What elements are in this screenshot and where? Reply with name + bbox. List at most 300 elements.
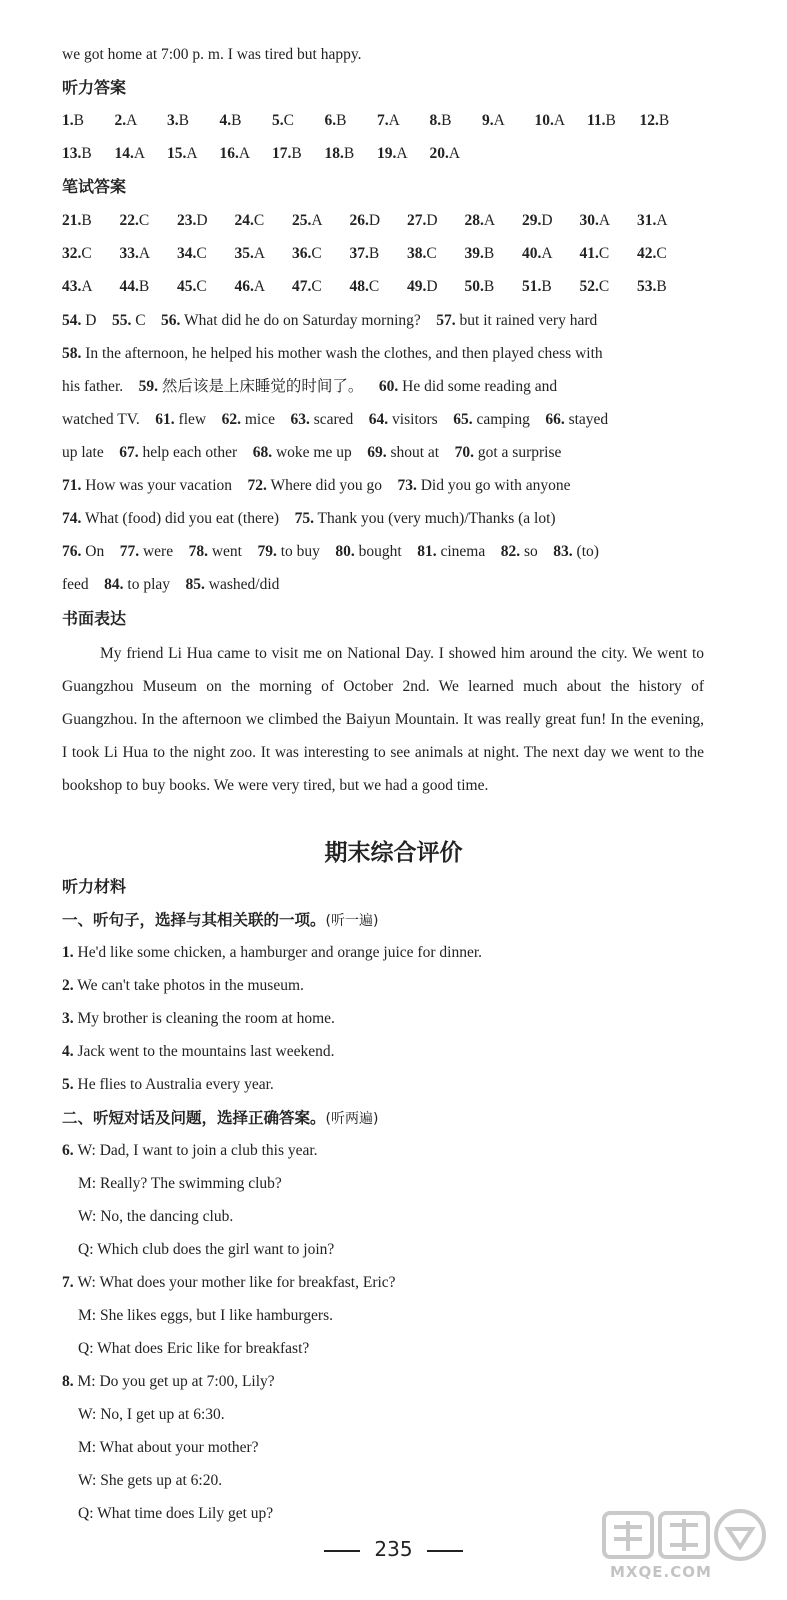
answer-number: 76. [62, 543, 82, 560]
item-number: 6. [62, 1142, 78, 1159]
answer-item [430, 110, 452, 132]
written-answer-line [62, 310, 712, 332]
answer-number: 1. [62, 112, 74, 129]
answer-number: 27. [407, 212, 427, 229]
answer-number: 85. [185, 576, 205, 593]
answer-number: 57. [436, 312, 456, 329]
answer-item [62, 243, 92, 265]
written-answer-line [62, 343, 712, 365]
sentence-item [62, 1041, 712, 1063]
answer-item [535, 110, 566, 132]
item-text: My brother is cleaning the room at home. [73, 1010, 335, 1027]
answer-number: 3. [167, 112, 179, 129]
answer-item [272, 143, 302, 165]
answer-item [120, 276, 150, 298]
answer-letter: B [656, 278, 667, 295]
answer-letter: B [231, 112, 242, 129]
answer-item [62, 110, 84, 132]
answer-item [177, 210, 208, 232]
answer-number: 78. [188, 543, 208, 560]
answer-item [377, 143, 408, 165]
item-text: He'd like some chicken, a hamburger and orange juice for dinner. [73, 944, 482, 961]
answer-number: 17. [272, 145, 292, 162]
answer-letter: A [126, 112, 138, 129]
answer-text: visitors [388, 411, 454, 428]
answer-letter: A [238, 145, 251, 162]
item-text: He flies to Australia every year. [73, 1076, 274, 1093]
answer-item [580, 276, 610, 298]
answer-letter: C [311, 278, 322, 295]
answer-letter: A [448, 145, 461, 162]
item-text: We can't take photos in the museum. [73, 977, 304, 994]
answer-item [377, 110, 400, 132]
answer-letter: B [336, 112, 347, 129]
answer-item [637, 276, 667, 298]
answer-letter: C [598, 245, 610, 262]
answer-number: 62. [221, 411, 241, 428]
answer-item [640, 110, 670, 132]
answer-text: bought [354, 543, 418, 560]
answer-text: up late [62, 444, 120, 461]
answer-number: 81. [417, 543, 437, 560]
part-one-note: (听一遍) [325, 913, 379, 929]
answer-text: washed/did [204, 576, 280, 593]
answer-number: 35. [234, 245, 254, 262]
answer-item [522, 243, 553, 265]
model-essay [62, 637, 704, 802]
answer-text: In the afternoon, he helped his mother wash the clothes, and then played chess with [81, 345, 603, 362]
answer-letter: B [658, 112, 670, 129]
answer-letter: D [541, 212, 553, 229]
answer-item [587, 110, 616, 132]
answer-number: 55. [111, 312, 132, 329]
answer-letter: D [426, 278, 438, 295]
answer-item [235, 210, 265, 232]
answer-item [350, 243, 380, 265]
answer-text: On [81, 543, 120, 560]
answer-number: 43. [62, 278, 82, 295]
item-number: 3. [62, 1010, 74, 1027]
answer-text: He did some reading and [398, 378, 558, 395]
answer-letter: A [138, 245, 151, 262]
answer-number: 75. [294, 510, 314, 527]
answer-text: (to) [572, 543, 599, 560]
answer-text: mice [240, 411, 291, 428]
dialogue-text: W: What does your mother like for breakfast, Eric? [77, 1274, 396, 1291]
answer-number: 13. [62, 145, 82, 162]
answer-letter: A [553, 112, 566, 129]
answer-letter: C [196, 278, 207, 295]
answer-item [430, 143, 461, 165]
part-one-heading [62, 909, 378, 932]
answer-letter: C [311, 245, 322, 262]
dialogue-text: M: She likes eggs, but I like hamburgers. [78, 1307, 334, 1324]
answer-letter: A [483, 212, 496, 229]
answer-letter: A [396, 145, 408, 162]
answer-item [350, 276, 380, 298]
answer-text: to play [123, 576, 186, 593]
answer-item [482, 110, 505, 132]
answer-number: 23. [177, 212, 197, 229]
answer-letter: B [541, 278, 552, 295]
answer-text: stayed [564, 411, 609, 428]
answer-number: 26. [349, 212, 369, 229]
answer-number: 21. [62, 212, 82, 229]
answer-item [62, 276, 93, 298]
answer-number: 63. [290, 411, 310, 428]
answer-number: 9. [482, 112, 494, 129]
dialogue-text: Q: What time does Lily get up? [78, 1505, 274, 1522]
sentence-item [62, 1074, 712, 1096]
answer-letter: A [253, 278, 266, 295]
answer-letter: C [426, 245, 437, 262]
answer-item [167, 143, 198, 165]
answer-number: 30. [579, 212, 599, 229]
answer-number: 6. [324, 112, 337, 129]
listening-answers-row-2 [62, 143, 712, 165]
answer-text: flew [174, 411, 222, 428]
answer-item [580, 243, 610, 265]
answer-number: 8. [429, 112, 442, 129]
answer-letter: A [81, 278, 93, 295]
dialogue-line [78, 1470, 222, 1492]
answer-letter: D [196, 212, 208, 229]
answer-number: 33. [119, 245, 139, 262]
answer-number: 48. [349, 278, 369, 295]
answer-number: 58. [62, 345, 82, 362]
part-two-heading [62, 1107, 378, 1130]
answer-text: scared [309, 411, 369, 428]
section-title: 期末综合评价 [324, 840, 463, 866]
answer-number: 65. [453, 411, 473, 428]
answer-item [637, 210, 668, 232]
answer-item [350, 210, 381, 232]
answer-letter: A [388, 112, 400, 129]
answer-item [580, 210, 611, 232]
dialogue-line [78, 1338, 309, 1360]
answer-number: 53. [637, 278, 657, 295]
answer-letter: C [283, 112, 294, 129]
answer-number: 70. [454, 444, 474, 461]
written-answer-line [62, 442, 712, 464]
answer-text: were [139, 543, 189, 560]
dialogue-text: W: No, I get up at 6:30. [78, 1406, 225, 1423]
answer-item [120, 210, 150, 232]
answer-number: 52. [579, 278, 599, 295]
answer-text: so [520, 543, 554, 560]
answer-text: What did he do on Saturday morning? [180, 312, 437, 329]
answer-letter: B [483, 278, 495, 295]
answer-letter: C [598, 278, 610, 295]
answer-item [272, 110, 294, 132]
answer-item [177, 243, 207, 265]
part-one-heading-text: 一、听句子，选择与其相关联的一项。 [62, 911, 326, 929]
answer-letter: A [541, 245, 553, 262]
item-number: 4. [62, 1043, 74, 1060]
dialogue-text: M: Do you get up at 7:00, Lily? [77, 1373, 275, 1390]
answer-item [292, 243, 322, 265]
answer-text: 然后该是上床睡觉的时间了。 [158, 378, 379, 395]
answer-number: 40. [522, 245, 542, 262]
answer-number: 24. [234, 212, 254, 229]
answer-number: 51. [522, 278, 542, 295]
answer-number: 28. [464, 212, 484, 229]
answer-text: watched TV. [62, 411, 156, 428]
answer-letter: B [138, 278, 150, 295]
dialogue-line [78, 1503, 273, 1525]
answer-item [325, 110, 347, 132]
answer-text: his father. [62, 378, 139, 395]
answer-item [115, 143, 146, 165]
answer-letter: A [598, 212, 611, 229]
answer-number: 59. [138, 378, 158, 395]
item-number: 8. [62, 1373, 78, 1390]
answer-item [407, 276, 438, 298]
answer-number: 64. [368, 411, 389, 428]
answer-letter: B [483, 245, 495, 262]
answer-number: 41. [579, 245, 599, 262]
dialogue-text: M: What about your mother? [78, 1439, 259, 1456]
part-two-note: (听两遍) [325, 1111, 379, 1127]
answer-text: How was your vacation [81, 477, 248, 494]
answer-number: 22. [119, 212, 139, 229]
answer-number: 7. [377, 112, 389, 129]
item-number: 7. [62, 1274, 78, 1291]
answer-item [637, 243, 667, 265]
dialogue-line [78, 1239, 334, 1261]
watermark-icon [600, 1505, 775, 1565]
dialogue-line [62, 1272, 396, 1294]
answer-number: 49. [407, 278, 427, 295]
answer-number: 82. [500, 543, 521, 560]
answer-letter: B [343, 145, 355, 162]
answer-number: 69. [367, 444, 387, 461]
answer-text: to buy [276, 543, 336, 560]
answer-item [407, 210, 438, 232]
watermark-text: MXQE.COM [610, 1563, 712, 1581]
answer-text: D [81, 312, 112, 329]
written-answer-line [62, 409, 712, 431]
answer-text: got a surprise [473, 444, 562, 461]
answer-number: 29. [522, 212, 542, 229]
answer-letter: D [426, 212, 438, 229]
dialogue-line [78, 1173, 282, 1195]
written-answer-line [62, 376, 712, 398]
page-number-text: 235 [374, 1537, 413, 1561]
answer-number: 50. [464, 278, 484, 295]
answer-number: 67. [119, 444, 139, 461]
answer-letter: A [656, 212, 668, 229]
answer-number: 2. [114, 112, 127, 129]
answer-letter: B [605, 112, 616, 129]
answer-letter: C [656, 245, 667, 262]
answer-number: 18. [324, 145, 344, 162]
answer-number: 44. [119, 278, 139, 295]
answer-letter: B [81, 212, 92, 229]
dialogue-line [78, 1404, 225, 1426]
answer-letter: B [178, 112, 189, 129]
dialogue-line [78, 1206, 233, 1228]
answer-item [407, 243, 437, 265]
dialogue-line [62, 1140, 318, 1162]
answer-number: 38. [407, 245, 427, 262]
essay-text: My friend Li Hua came to visit me on National Day. I showed him around the city. We went to Guangzhou Museum on the morning of October 2nd. We learned much about the history of Guangzhou. In the afternoon we climbed the Baiyun Mountain. It was really great fun! In the evening, I took Li Hua to the night zoo. It was interesting to see animals at night. The next day we went to the bookshop to buy books. We were very tired, but we had a good time. [62, 645, 704, 794]
answer-letter: B [291, 145, 302, 162]
answer-item [465, 276, 495, 298]
answer-letter: C [253, 212, 265, 229]
written-answers-row-2 [62, 243, 712, 265]
answer-item [292, 210, 323, 232]
answer-number: 5. [272, 112, 284, 129]
answer-letter: B [81, 145, 92, 162]
sentence-item [62, 975, 712, 997]
answer-number: 4. [219, 112, 232, 129]
listening-answers-row-1 [62, 110, 712, 132]
writing-heading: 书面表达 [62, 609, 127, 628]
answer-letter: C [81, 245, 92, 262]
answer-letter: A [493, 112, 505, 129]
answer-number: 83. [553, 543, 573, 560]
answer-number: 46. [234, 278, 254, 295]
page-number-dash-right [427, 1550, 463, 1552]
answer-number: 77. [119, 543, 140, 560]
answer-item [220, 110, 242, 132]
answer-number: 15. [167, 145, 187, 162]
answer-text: but it rained very hard [455, 312, 598, 329]
dialogue-line [62, 1371, 275, 1393]
answer-letter: A [133, 145, 146, 162]
written-answer-line [62, 508, 712, 530]
answer-text: feed [62, 576, 105, 593]
answer-text: camping [472, 411, 546, 428]
answer-number: 73. [397, 477, 417, 494]
answer-item [177, 276, 207, 298]
answer-letter: D [368, 212, 381, 229]
sentence-item [62, 942, 712, 964]
answer-letter: B [73, 112, 84, 129]
answer-number: 19. [377, 145, 397, 162]
answer-number: 42. [637, 245, 657, 262]
answer-letter: A [311, 212, 323, 229]
sentence-item [62, 1008, 712, 1030]
answer-item [62, 143, 92, 165]
answer-number: 71. [62, 477, 82, 494]
answer-letter: C [368, 278, 380, 295]
item-number: 1. [62, 944, 74, 961]
answer-text: cinema [436, 543, 501, 560]
dialogue-text: W: She gets up at 6:20. [78, 1472, 223, 1489]
written-answer-line [62, 475, 712, 497]
answer-number: 45. [177, 278, 197, 295]
answer-number: 56. [161, 312, 181, 329]
answer-number: 80. [335, 543, 355, 560]
answer-number: 25. [292, 212, 312, 229]
answer-number: 37. [349, 245, 369, 262]
answer-letter: C [138, 212, 150, 229]
answer-number: 12. [639, 112, 659, 129]
answer-number: 31. [637, 212, 657, 229]
answer-number: 66. [545, 411, 565, 428]
answer-number: 60. [378, 378, 399, 395]
answer-item [522, 276, 552, 298]
listening-material-heading: 听力材料 [62, 877, 127, 896]
part-two-heading-text: 二、听短对话及问题，选择正确答案。 [62, 1109, 326, 1127]
dialogue-text: W: No, the dancing club. [78, 1208, 234, 1225]
answer-text: C [131, 312, 162, 329]
listening-answers-heading: 听力答案 [62, 78, 127, 97]
answer-text: went [207, 543, 258, 560]
answer-letter: C [196, 245, 207, 262]
answer-number: 16. [219, 145, 239, 162]
answer-number: 74. [62, 510, 82, 527]
dialogue-text: M: Really? The swimming club? [78, 1175, 282, 1192]
answer-number: 10. [534, 112, 554, 129]
written-answers-row-1 [62, 210, 712, 232]
answer-text: Where did you go [266, 477, 398, 494]
written-answers-heading: 笔试答案 [62, 177, 127, 196]
item-number: 5. [62, 1076, 74, 1093]
item-text: Jack went to the mountains last weekend. [73, 1043, 335, 1060]
answer-letter: A [253, 245, 266, 262]
answer-number: 20. [429, 145, 449, 162]
answer-text: help each other [138, 444, 253, 461]
written-answers-row-3 [62, 276, 712, 298]
answer-letter: B [368, 245, 380, 262]
answer-item [115, 110, 138, 132]
answer-number: 36. [292, 245, 312, 262]
answer-letter: B [441, 112, 452, 129]
watermark-logo [600, 1505, 775, 1585]
written-answer-line [62, 541, 712, 563]
answer-text: What (food) did you eat (there) [81, 510, 295, 527]
answer-item [62, 210, 92, 232]
answer-number: 14. [114, 145, 134, 162]
answer-item [325, 143, 355, 165]
answer-text: shout at [386, 444, 455, 461]
answer-item [167, 110, 189, 132]
answer-number: 61. [155, 411, 175, 428]
answer-item [465, 243, 495, 265]
dialogue-text: Q: What does Eric like for breakfast? [78, 1340, 310, 1357]
answer-item [235, 243, 266, 265]
dialogue-line [78, 1305, 333, 1327]
answer-text: woke me up [272, 444, 368, 461]
written-answer-line [62, 574, 712, 596]
answer-item [235, 276, 266, 298]
dialogue-text: Q: Which club does the girl want to join? [78, 1241, 335, 1258]
answer-letter: A [186, 145, 198, 162]
answer-number: 79. [257, 543, 277, 560]
answer-number: 11. [587, 112, 606, 129]
dialogue-line [78, 1437, 259, 1459]
answer-item [220, 143, 251, 165]
answer-number: 84. [104, 576, 124, 593]
answer-number: 54. [62, 312, 82, 329]
essay-tail-line: we got home at 7:00 p. m. I was tired but happy. [62, 46, 362, 63]
answer-number: 32. [62, 245, 82, 262]
answer-number: 68. [252, 444, 273, 461]
answer-item [292, 276, 322, 298]
page-number-dash-left [324, 1550, 360, 1552]
answer-item [465, 210, 496, 232]
answer-number: 72. [247, 477, 267, 494]
answer-text: Thank you (very much)/Thanks (a lot) [313, 510, 556, 527]
item-number: 2. [62, 977, 74, 994]
answer-number: 47. [292, 278, 312, 295]
answer-number: 39. [464, 245, 484, 262]
answer-item [120, 243, 151, 265]
answer-item [522, 210, 553, 232]
